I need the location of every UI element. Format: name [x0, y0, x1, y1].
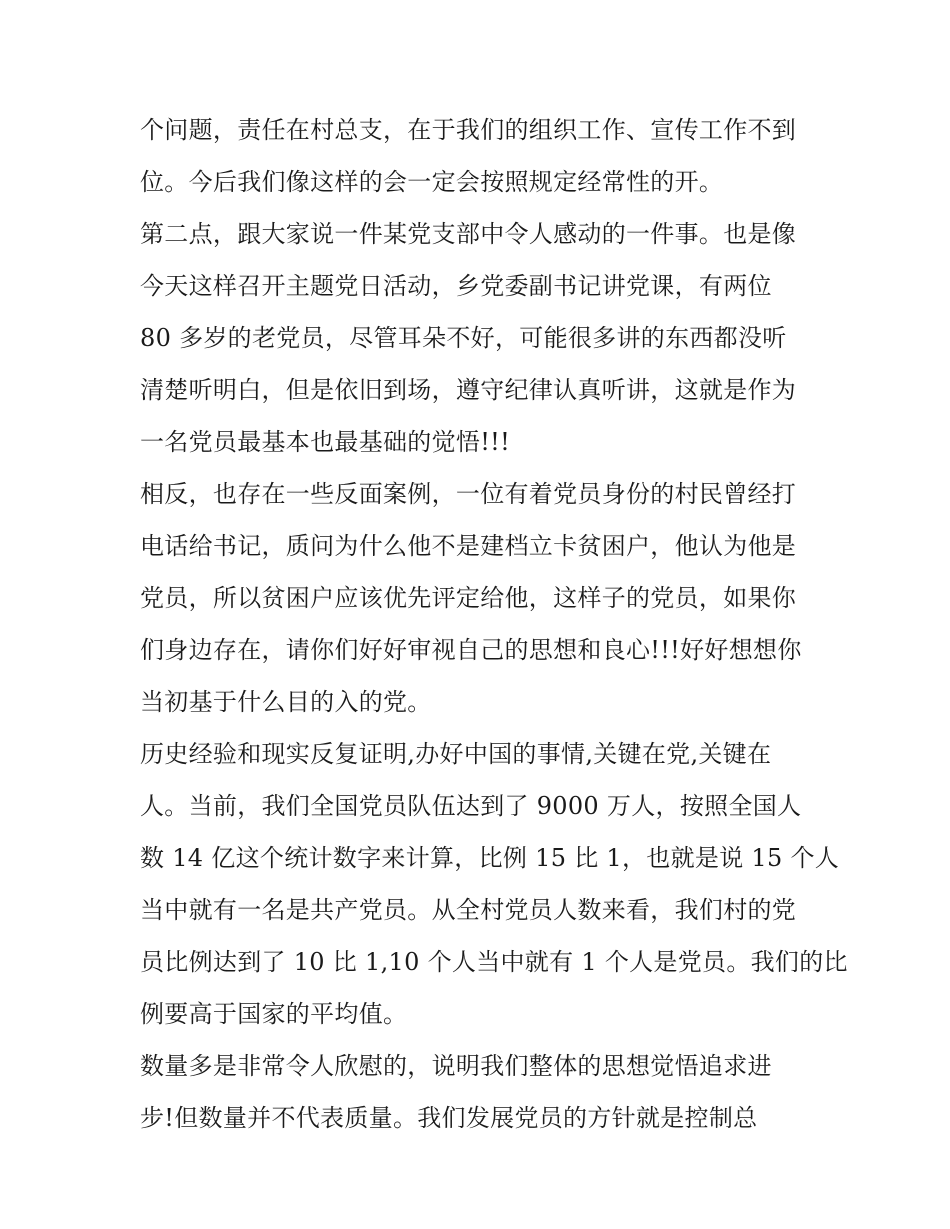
text-line: 80 多岁的老党员，尽管耳朵不好，可能很多讲的东西都没听 [140, 324, 787, 352]
text-line: 位。今后我们像这样的会一定会按照规定经常性的开。 [140, 168, 724, 196]
text-line: 数 14 亿这个统计数字来计算，比例 15 比 1，也就是说 15 个人 [140, 844, 840, 872]
text-line: 相反，也存在一些反面案例，一位有着党员身份的村民曾经打 [140, 480, 797, 508]
text-line: 今天这样召开主题党日活动，乡党委副书记讲党课，有两位 [140, 272, 772, 300]
text-line: 当初基于什么目的入的党。 [140, 688, 432, 716]
text-line: 电话给书记，质问为什么他不是建档立卡贫困户，他认为他是 [140, 532, 797, 560]
text-line: 人。当前，我们全国党员队伍达到了 9000 万人，按照全国人 [140, 792, 802, 820]
text-line: 员比例达到了 10 比 1,10 个人当中就有 1 个人是党员。我们的比 [140, 948, 848, 976]
text-line: 步!但数量并不代表质量。我们发展党员的方针就是控制总 [140, 1104, 758, 1132]
text-line: 个问题，责任在村总支，在于我们的组织工作、宣传工作不到 [140, 116, 797, 144]
text-line: 党员，所以贫困户应该优先评定给他，这样子的党员，如果你 [140, 584, 797, 612]
text-line: 数量多是非常令人欣慰的，说明我们整体的思想觉悟追求进 [140, 1052, 772, 1080]
text-line: 们身边存在，请你们好好审视自己的思想和良心!!!好好想想你 [140, 636, 802, 664]
text-line: 例要高于国家的平均值。 [140, 1000, 408, 1028]
document-body [140, 104, 848, 1144]
text-line: 历史经验和现实反复证明,办好中国的事情,关键在党,关键在 [140, 740, 772, 768]
text-line: 当中就有一名是共产党员。从全村党员人数来看，我们村的党 [140, 896, 797, 924]
text-line: 一名党员最基本也最基础的觉悟!!! [140, 428, 511, 456]
text-line: 第二点，跟大家说一件某党支部中令人感动的一件事。也是像 [140, 220, 797, 248]
text-line: 清楚听明白，但是依旧到场，遵守纪律认真听讲，这就是作为 [140, 376, 797, 404]
